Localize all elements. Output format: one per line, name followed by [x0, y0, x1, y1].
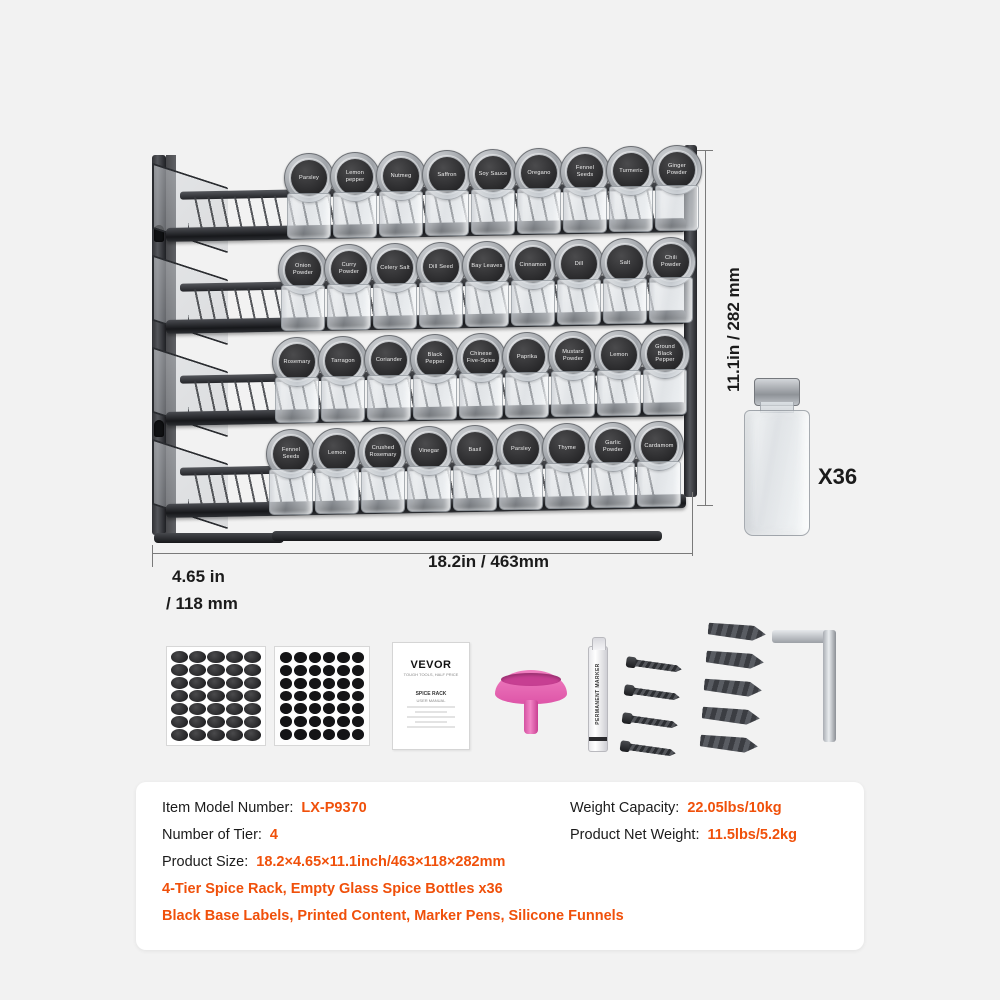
height-tick-top	[697, 150, 713, 151]
bottle-label: Salt	[607, 245, 643, 281]
depth-dimension-line	[152, 553, 153, 567]
spec-value: 18.2×4.65×11.1inch/463×118×282mm	[256, 854, 506, 870]
spice-bottle[interactable]	[404, 426, 454, 476]
bottle-glass	[275, 377, 319, 423]
wall-anchor-icon	[699, 733, 758, 754]
bottle-glass	[551, 371, 595, 417]
bottle-glass	[413, 374, 457, 420]
spice-bottle[interactable]	[312, 428, 362, 478]
bottle-glass	[453, 465, 497, 511]
screw-head	[624, 684, 635, 696]
bottle-glass	[287, 193, 331, 239]
package-contents-line-1: 4-Tier Spice Rack, Empty Glass Spice Bottles x36	[162, 881, 503, 897]
spice-bottle[interactable]	[422, 150, 472, 200]
wall-anchor-icon	[701, 705, 760, 726]
keyhole-mount-lower	[154, 420, 164, 437]
black-dot-labels-sheet-icon	[274, 646, 370, 746]
height-tick-bottom	[697, 505, 713, 506]
spice-bottle[interactable]	[594, 330, 644, 380]
spice-bottle[interactable]	[330, 152, 380, 202]
bottle-glass	[471, 189, 515, 235]
depth-dimension-label-2: / 118 mm	[166, 594, 238, 613]
rack-tier-2	[166, 237, 686, 333]
rack-tier-4	[166, 421, 686, 517]
bottle-glass	[321, 376, 365, 422]
spec-value: 4	[269, 827, 278, 843]
bottle-label: Black Pepper	[417, 341, 453, 377]
bottle-glass	[465, 281, 509, 327]
spec-key: Weight Capacity:	[570, 800, 680, 816]
bottle-label: Saffron	[429, 157, 465, 193]
bottle-glass	[517, 188, 561, 234]
bottle-label: Fennel Seeds	[273, 436, 309, 472]
bottle-glass	[637, 461, 681, 507]
manual-text-line	[415, 711, 447, 713]
spice-bottle[interactable]	[560, 147, 610, 197]
bottle-label: Dill	[561, 246, 597, 282]
bottle-glass	[333, 192, 377, 238]
manual-text-line	[407, 726, 455, 728]
anchor-body	[701, 705, 760, 726]
package-contents-line-2: Black Base Labels, Printed Content, Marker Pens, Silicone Funnels	[162, 908, 624, 924]
bottle-glass	[603, 278, 647, 324]
bottle-label: Fennel Seeds	[567, 154, 603, 190]
bottle-glass	[591, 462, 635, 508]
bottle-glass	[407, 466, 451, 512]
bottle-label: Nutmeg	[383, 158, 419, 194]
bottle-label: Garlic Powder	[595, 429, 631, 465]
bottle-label: Ginger Powder	[659, 152, 695, 188]
bottle-label: Chili Powder	[653, 244, 689, 280]
bottle-glass	[373, 283, 417, 329]
anchor-body	[703, 677, 762, 698]
spec-key: Number of Tier:	[162, 827, 262, 843]
depth-dimension-label-1: 4.65 in	[172, 567, 225, 586]
bottle-label: Oregano	[521, 155, 557, 191]
spec-item-capacity	[570, 800, 782, 816]
bottle-label: Celery Salt	[377, 250, 413, 286]
screw-icon	[620, 740, 677, 759]
bottle-glass	[379, 191, 423, 237]
spice-bottle[interactable]	[456, 333, 506, 383]
bottle-glass	[511, 280, 555, 326]
spice-bottle[interactable]	[634, 421, 684, 471]
spec-item-tier	[162, 827, 570, 843]
screw-icon	[626, 656, 683, 675]
spice-bottle[interactable]	[508, 240, 558, 290]
spec-item-net-weight	[570, 827, 797, 843]
bottle-label: Lemon pepper	[337, 159, 373, 195]
specification-card	[136, 782, 864, 950]
screw-shaft	[631, 715, 679, 728]
spice-bottle[interactable]	[358, 427, 408, 477]
manual-brand-sub: TOUGH TOOLS, HALF PRICE	[403, 672, 459, 677]
spice-bottle[interactable]	[318, 336, 368, 386]
manual-text-line	[415, 721, 447, 723]
bottle-label: Rosemary	[279, 344, 315, 380]
spice-bottle[interactable]	[600, 238, 650, 288]
bottle-label: Turmeric	[613, 153, 649, 189]
spice-bottle[interactable]	[272, 337, 322, 387]
spice-bottle[interactable]	[646, 237, 696, 287]
bottle-glass	[419, 282, 463, 328]
spice-bottle[interactable]	[606, 146, 656, 196]
rack-tier-1	[166, 145, 686, 241]
spec-key: Product Size:	[162, 854, 249, 870]
bottle-glass	[315, 468, 359, 514]
bottle-label: Crushed Rosemary	[365, 434, 401, 470]
bottle-glass	[425, 190, 469, 236]
wrench-long-arm	[823, 630, 836, 742]
rack-foot-left	[154, 533, 284, 543]
height-dimension-label: 11.1in / 282 mm	[724, 267, 743, 392]
spec-item-model	[162, 800, 570, 816]
bottle-glass	[649, 277, 693, 323]
bottle-glass	[281, 285, 325, 331]
spice-bottle[interactable]	[640, 329, 690, 379]
spice-bottle[interactable]	[548, 331, 598, 381]
bottle-glass	[609, 186, 653, 232]
marker-band	[589, 737, 607, 741]
bottle-label: Parsley	[291, 160, 327, 196]
wrench-short-arm	[772, 630, 830, 643]
spec-row-model-capacity	[162, 800, 838, 816]
bottle-label: Mustard Powder	[555, 338, 591, 374]
bottle-label: Basil	[457, 432, 493, 468]
bottle-label: Dill Seed	[423, 249, 459, 285]
bottle-glass	[361, 467, 405, 513]
funnel-cone	[495, 670, 567, 704]
bottle-glass	[557, 279, 601, 325]
bottle-row-3	[166, 329, 686, 403]
bottle-label: Bay Leaves	[469, 248, 505, 284]
bottle-label: Cardamom	[641, 428, 677, 464]
bottle-label: Cinnamon	[515, 247, 551, 283]
rack-tier-3	[166, 329, 686, 425]
bottle-glass	[327, 284, 371, 330]
bottle-label: Parsley	[503, 431, 539, 467]
bottle-glass	[597, 370, 641, 416]
bottle-label: Thyme	[549, 430, 585, 466]
bottle-label: Onion Powder	[285, 252, 321, 288]
bottle-label: Curry Powder	[331, 251, 367, 287]
screw-icon	[624, 684, 681, 703]
spice-bottle[interactable]	[462, 241, 512, 291]
width-tick-right	[692, 492, 693, 556]
spice-bottle[interactable]	[652, 145, 702, 195]
spice-bottle[interactable]	[324, 244, 374, 294]
manual-title: SPICE RACK	[415, 691, 447, 697]
manual-brand: VEVOR	[410, 659, 452, 671]
bottle-row-1	[166, 145, 686, 219]
spice-bottle[interactable]	[554, 239, 604, 289]
bottle-label: Paprika	[509, 339, 545, 375]
bottle-label: Coriander	[371, 342, 407, 378]
bottle-row-2	[166, 237, 686, 311]
anchor-body	[699, 733, 758, 754]
instruction-manual	[392, 642, 470, 750]
spec-row-size	[162, 854, 838, 870]
spec-value: LX-P9370	[301, 800, 367, 816]
bottle-label: Lemon	[601, 337, 637, 373]
spec-value: 22.05lbs/10kg	[687, 800, 782, 816]
bottle-label: Ground Black Pepper	[647, 336, 683, 372]
manual-text-line	[407, 716, 455, 718]
bottle-label: Soy Sauce	[475, 156, 511, 192]
marker-cap	[592, 637, 606, 650]
bottle-glass	[545, 463, 589, 509]
spice-bottle[interactable]	[496, 424, 546, 474]
spec-item-size	[162, 854, 505, 870]
spice-bottle[interactable]	[364, 335, 414, 385]
marker-label: PERMANENT MARKER	[595, 663, 601, 725]
rack-foot-front	[272, 531, 662, 541]
bottle-glass	[367, 375, 411, 421]
spice-bottle[interactable]	[376, 151, 426, 201]
accessories-row	[0, 630, 1000, 770]
spice-bottle[interactable]	[502, 332, 552, 382]
screw-shaft	[629, 743, 677, 756]
screw-shaft	[635, 659, 683, 672]
spice-bottle[interactable]	[468, 149, 518, 199]
spice-bottle[interactable]	[370, 243, 420, 293]
bottle-body	[744, 410, 810, 536]
spice-rack	[152, 145, 697, 535]
funnel-stem	[524, 700, 538, 734]
bottle-glass	[499, 464, 543, 510]
bottle-glass	[505, 372, 549, 418]
bottle-quantity-label: X36	[818, 464, 858, 489]
screw-head	[620, 740, 631, 752]
spice-bottle[interactable]	[416, 242, 466, 292]
spice-bottle[interactable]	[410, 334, 460, 384]
label-stickers-sheet-icon	[166, 646, 266, 746]
screw-shaft	[633, 687, 681, 700]
spice-bottle[interactable]	[542, 423, 592, 473]
silicone-funnel-icon	[495, 670, 567, 740]
wall-anchor-icon	[705, 649, 764, 670]
width-dimension-line	[152, 553, 692, 554]
spec-key: Product Net Weight:	[570, 827, 700, 843]
bottle-glass	[269, 469, 313, 515]
width-dimension-label: 18.2in / 463mm	[428, 552, 549, 571]
bottle-row-4	[166, 421, 686, 495]
screw-icon	[622, 712, 679, 731]
bottle-glass	[459, 373, 503, 419]
anchor-body	[705, 649, 764, 670]
bottle-glass	[643, 369, 687, 415]
bottle-glass	[655, 185, 699, 231]
screw-head	[626, 656, 637, 668]
screw-head	[622, 712, 633, 724]
wall-anchor-icon	[703, 677, 762, 698]
bottle-label: Lemon	[319, 435, 355, 471]
empty-glass-bottle	[740, 378, 812, 538]
spice-bottle[interactable]	[266, 429, 316, 479]
spice-bottle[interactable]	[514, 148, 564, 198]
bottle-label: Vinegar	[411, 433, 447, 469]
bottle-label: Tarragon	[325, 343, 361, 379]
permanent-marker-icon	[588, 646, 608, 752]
spec-row-tier-weight	[162, 827, 838, 843]
spice-bottle[interactable]	[588, 422, 638, 472]
spec-key: Item Model Number:	[162, 800, 294, 816]
manual-text-line	[407, 706, 455, 708]
spice-bottle[interactable]	[284, 153, 334, 203]
height-dimension-line	[705, 150, 706, 505]
spec-value: 11.5lbs/5.2kg	[707, 827, 797, 843]
allen-wrench-icon	[770, 630, 842, 752]
bottle-glass	[563, 187, 607, 233]
spice-bottle[interactable]	[450, 425, 500, 475]
spice-bottle[interactable]	[278, 245, 328, 295]
bottle-label: Chinese Five-Spice	[463, 340, 499, 376]
manual-subtitle: USER MANUAL	[416, 698, 446, 703]
